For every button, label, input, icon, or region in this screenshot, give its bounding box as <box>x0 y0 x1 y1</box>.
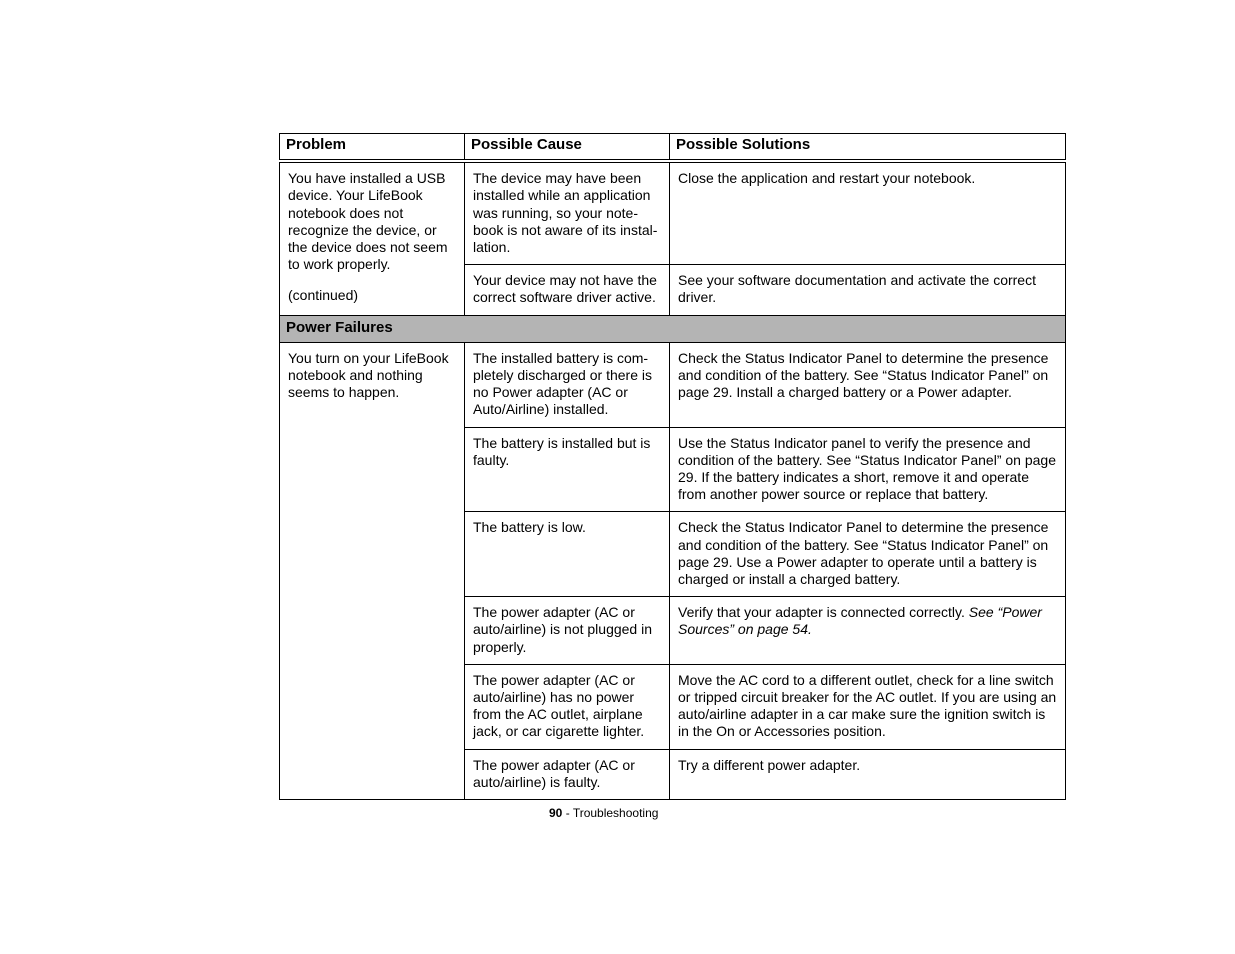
table-row <box>280 161 1066 265</box>
solution-cell <box>670 597 1066 665</box>
cause-cell: Your device may not have the correct software driver active. <box>465 265 670 315</box>
cause-cell: The battery is installed but is faulty. <box>465 427 670 512</box>
header-problem: Problem <box>280 134 465 162</box>
table-header-row <box>280 134 1066 162</box>
header-possible-cause: Possible Cause <box>465 134 670 162</box>
cause-cell: The power adapter (AC or auto/airline) is not plugged in properly. <box>465 597 670 665</box>
solution-cell: Try a different power adapter. <box>670 749 1066 799</box>
solution-cell: Check the Status Indicator Panel to determine the presence and condition of the battery. See “Status Indicator Panel” on page 29. Use a Power adapter to operate until a battery is charged or install a charged battery. <box>670 512 1066 597</box>
page-footer <box>549 806 658 820</box>
solution-cell: Move the AC cord to a different outlet, check for a line switch or tripped circuit breaker for the AC outlet. If you are using an auto/airline adapter in a car make sure the ignition switch is in the On or Accessories position. <box>670 664 1066 749</box>
section-title: Power Failures <box>280 315 1066 342</box>
solution-text: Verify that your adapter is connected correctly. <box>678 604 965 621</box>
footer-separator: - <box>562 806 573 820</box>
problem-text: You have installed a USB device. Your LifeBook notebook does not recognize the device, or the device does not seem to work properly. <box>288 170 448 273</box>
solution-cell: Use the Status Indicator panel to verify the presence and condition of the battery. See “Status Indicator Panel” on page 29. If the battery indicates a short, remove it and operate from another power source or replace that battery. <box>670 427 1066 512</box>
solution-cell: Close the application and restart your notebook. <box>670 161 1066 265</box>
solution-cell: See your software documentation and activate the correct driver. <box>670 265 1066 315</box>
cross-reference-link: See “Power Sources” on page 54. <box>678 604 1042 638</box>
problem-cell-usb <box>280 161 465 315</box>
solution-cell: Check the Status Indicator Panel to determine the presence and condition of the battery. See “Status Indicator Panel” on page 29. Install a charged battery or a Power adapter. <box>670 342 1066 427</box>
cause-cell: The battery is low. <box>465 512 670 597</box>
header-possible-solutions: Possible Solutions <box>670 134 1066 162</box>
problem-cell-power: You turn on your LifeBook notebook and nothing seems to happen. <box>280 342 465 799</box>
footer-section: Troubleshooting <box>572 806 659 820</box>
table-row <box>280 342 1066 427</box>
page-number: 90 <box>549 806 563 820</box>
continued-note: (continued) <box>288 287 359 304</box>
troubleshooting-table <box>279 133 1066 800</box>
cause-cell: The device may have been installed while an application was running, so your note-book is not aware of its instal-lation. <box>465 161 670 265</box>
section-row <box>280 315 1066 342</box>
cause-cell: The power adapter (AC or auto/airline) is faulty. <box>465 749 670 799</box>
cause-cell: The power adapter (AC or auto/airline) has no power from the AC outlet, airplane jack, or car cigarette lighter. <box>465 664 670 749</box>
cause-cell: The installed battery is com-pletely discharged or there is no Power adapter (AC or Auto/Airline) installed. <box>465 342 670 427</box>
